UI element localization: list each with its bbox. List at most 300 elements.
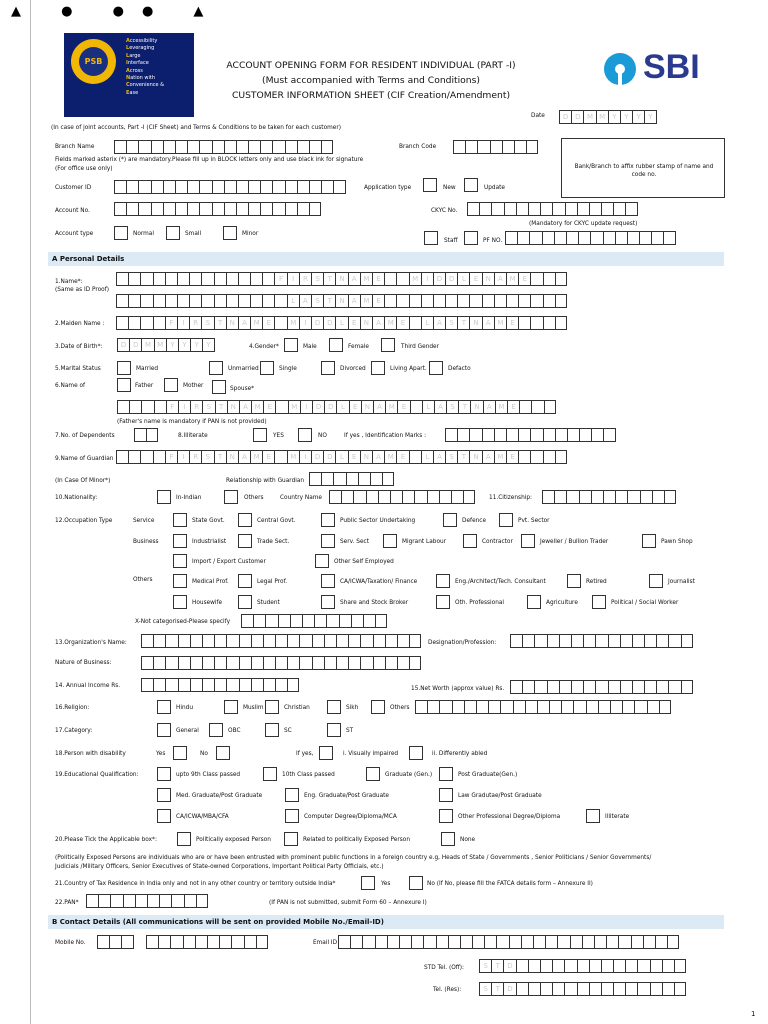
disability-no-checkbox[interactable] (216, 746, 230, 760)
nature-input[interactable] (141, 656, 421, 670)
cell (184, 894, 196, 908)
cell (135, 894, 147, 908)
edu-10th-class-passed-label: 10th Class passed (282, 772, 335, 778)
religion-sikh-checkbox[interactable] (327, 700, 341, 714)
cell (530, 294, 542, 308)
cell (324, 634, 336, 648)
tel-res-input[interactable] (479, 982, 686, 996)
female-checkbox[interactable] (329, 338, 343, 352)
edu-law-gradutae-post-graduate-label: Law Gradutae/Post Graduate (458, 793, 542, 799)
small-checkbox[interactable] (166, 226, 180, 240)
minor-label: Minor (242, 231, 259, 237)
cell (226, 678, 238, 692)
cell (396, 272, 408, 286)
psb-tagline (126, 38, 164, 97)
cell (567, 428, 579, 442)
occ-legal-prof-checkbox[interactable] (238, 574, 252, 588)
occ-housewife-label: Housewife (192, 600, 223, 606)
cell (285, 180, 297, 194)
cell: I (178, 400, 190, 414)
cell: M (384, 450, 396, 464)
cell (290, 614, 302, 628)
cell: T (491, 982, 503, 996)
cell (201, 294, 213, 308)
cell: I (300, 400, 312, 414)
pan-label: 22.PAN* (55, 900, 79, 906)
cell (627, 231, 639, 245)
cell (178, 634, 190, 648)
cell (151, 202, 163, 216)
std-off-input[interactable] (479, 959, 686, 973)
occ-ca-icwa-taxation-finance-checkbox[interactable] (321, 574, 335, 588)
email-input[interactable] (338, 935, 679, 949)
occ-ca-icwa-taxation-finance-label: CA/ICWA/Taxation/ Finance (340, 579, 418, 585)
designation-input[interactable] (510, 634, 693, 648)
cell: S (202, 400, 214, 414)
cell: S (311, 294, 323, 308)
pep-none-checkbox[interactable] (441, 832, 455, 846)
cell: N (360, 450, 372, 464)
cell: M (494, 316, 506, 330)
new-checkbox[interactable] (423, 178, 437, 192)
visual-checkbox[interactable] (319, 746, 333, 760)
cell: S (201, 450, 213, 464)
cell: T (457, 450, 469, 464)
occ-migrant-labour-label: Migrant Labour (402, 539, 447, 545)
cell (158, 935, 170, 949)
edu-law-gradutae-post-graduate-checkbox[interactable] (439, 788, 453, 802)
illiterate-yes-checkbox[interactable] (253, 428, 267, 442)
cell (134, 428, 146, 442)
cell (341, 490, 353, 504)
occ-public-sector-undertaking-checkbox[interactable] (321, 513, 335, 527)
cell (302, 614, 314, 628)
cell (256, 935, 268, 949)
cell (163, 140, 175, 154)
occ-migrant-labour-checkbox[interactable] (383, 534, 397, 548)
tax-yes-label: Yes (381, 881, 391, 887)
edu-other-professional-degree-diploma-checkbox[interactable] (439, 809, 453, 823)
category-st-checkbox[interactable] (327, 723, 341, 737)
account-no-input[interactable] (114, 202, 321, 216)
category-label: 17.Category: (55, 728, 93, 734)
cell (239, 634, 251, 648)
cell (333, 472, 345, 486)
cell (314, 614, 326, 628)
edu-10th-class-passed-checkbox[interactable] (263, 767, 277, 781)
occ-share-and-stock-broker-label: Share and Stock Broker (340, 600, 409, 606)
last-name-input[interactable] (116, 294, 567, 308)
pep-none-label: None (460, 837, 476, 843)
cell (547, 680, 559, 694)
cell (154, 400, 166, 414)
cell (502, 140, 514, 154)
cell: F (165, 316, 177, 330)
cell (397, 634, 409, 648)
branch-code-label: Branch Code (399, 144, 437, 150)
staff-checkbox[interactable] (424, 231, 438, 245)
mobile-code-input[interactable] (97, 935, 134, 949)
cell (250, 272, 262, 286)
cell (445, 294, 457, 308)
pan-input[interactable] (86, 894, 208, 908)
pep-label: 20.Please Tick the Applicable box*: (55, 837, 157, 843)
edu-ca-icwa-mba-cfa-checkbox[interactable] (157, 809, 171, 823)
occ-agriculture-label: Agriculture (546, 600, 578, 606)
cell (469, 294, 481, 308)
networth-input[interactable] (510, 680, 693, 694)
cell: N (482, 272, 494, 286)
pep-politically-exposed-person-checkbox[interactable] (177, 832, 191, 846)
guardian-name-input[interactable] (116, 450, 567, 464)
cell: A (239, 400, 251, 414)
cell: E (348, 450, 360, 464)
occ-serv-sect-checkbox[interactable] (321, 534, 335, 548)
occ-trade-sect-checkbox[interactable] (238, 534, 252, 548)
edu-med-graduate-post-graduate-label: Med. Graduate/Post Graduate (176, 793, 263, 799)
business-label: Business (133, 539, 159, 545)
branch-code-input[interactable] (453, 140, 538, 154)
edu-med-graduate-post-graduate-checkbox[interactable] (157, 788, 171, 802)
stamp-note: Bank/Branch to affix rubber stamp of name and code no. (574, 164, 714, 178)
cell (505, 231, 517, 245)
cell (275, 656, 287, 670)
tax-yes-checkbox[interactable] (361, 876, 375, 890)
cell (199, 202, 211, 216)
cell (126, 202, 138, 216)
cell (224, 180, 236, 194)
edu-upto-9th-class-passed-checkbox[interactable] (157, 767, 171, 781)
occ-import-export-customer-checkbox[interactable] (173, 554, 187, 568)
third-gender-label: Third Gender (401, 344, 439, 350)
cell (312, 634, 324, 648)
tax-no-checkbox[interactable] (409, 876, 423, 890)
cell: D (311, 450, 323, 464)
religion-muslim-checkbox[interactable] (224, 700, 238, 714)
cell (236, 140, 248, 154)
minor-checkbox[interactable] (223, 226, 237, 240)
occ-defence-label: Defence (462, 518, 487, 524)
org-input[interactable] (141, 634, 421, 648)
cell: I (421, 272, 433, 286)
male-checkbox[interactable] (284, 338, 298, 352)
cell (202, 678, 214, 692)
cell (543, 450, 555, 464)
cell (552, 959, 564, 973)
cell (336, 634, 348, 648)
normal-checkbox[interactable] (114, 226, 128, 240)
cell (632, 634, 644, 648)
cell: T (214, 316, 226, 330)
cell (129, 400, 141, 414)
cell: M (360, 294, 372, 308)
cell: S (479, 959, 491, 973)
cell (504, 202, 516, 216)
marks-input[interactable] (445, 428, 616, 442)
cell (555, 272, 567, 286)
cell (479, 202, 491, 216)
cell (326, 614, 338, 628)
cell (253, 614, 265, 628)
cell: E (348, 316, 360, 330)
cell (382, 472, 394, 486)
cell (681, 634, 693, 648)
cell (528, 959, 540, 973)
maiden-name-input[interactable] (116, 316, 567, 330)
cell: Y (166, 338, 178, 352)
pep-related-to-politically-exposed-person-checkbox[interactable] (284, 832, 298, 846)
cell (165, 656, 177, 670)
marital-defacto-checkbox[interactable] (429, 361, 443, 375)
edu-eng-graduate-post-graduate-checkbox[interactable] (285, 788, 299, 802)
marital-divorced-checkbox[interactable] (321, 361, 335, 375)
cell (378, 490, 390, 504)
cell: S (445, 450, 457, 464)
category-sc-checkbox[interactable] (265, 723, 279, 737)
cell (153, 294, 165, 308)
cell: A (433, 316, 445, 330)
edu-illiterate-checkbox[interactable] (586, 809, 600, 823)
ckyc-input[interactable] (467, 202, 638, 216)
cell (555, 450, 567, 464)
pep-politically-exposed-person-label: Politically exposed Person (196, 837, 271, 843)
cell: M (251, 400, 263, 414)
spouse-label: Spouse* (230, 386, 255, 392)
disability-yes-label: Yes (156, 751, 166, 757)
country-input[interactable] (329, 490, 475, 504)
edu-graduate-gen-checkbox[interactable] (366, 767, 380, 781)
occ-other-self-employed-checkbox[interactable] (315, 554, 329, 568)
guardian-rel-input[interactable] (309, 472, 394, 486)
cell (297, 202, 309, 216)
cell (476, 700, 488, 714)
others-nat-label: Others (244, 495, 264, 501)
cell (226, 272, 238, 286)
cell (494, 294, 506, 308)
cell (97, 935, 109, 949)
cell (153, 678, 165, 692)
disability-yes-checkbox[interactable] (173, 746, 187, 760)
father-checkbox[interactable] (117, 378, 131, 392)
cell: A (238, 450, 250, 464)
tel-res-label: Tel. (Res): (433, 987, 462, 993)
office-note: (For office use only) (55, 166, 113, 172)
cell (299, 634, 311, 648)
third-gender-checkbox[interactable] (381, 338, 395, 352)
occ-jeweller-bullion-trader-checkbox[interactable] (521, 534, 535, 548)
cell (410, 400, 422, 414)
cell (415, 700, 427, 714)
cell (241, 614, 253, 628)
name-sub-label: (Same as ID Proof) (55, 287, 110, 293)
indian-checkbox[interactable] (157, 490, 171, 504)
marital-living-apart-checkbox[interactable] (371, 361, 385, 375)
ckyc-label: CKYC No. (431, 208, 458, 214)
mother-checkbox[interactable] (164, 378, 178, 392)
cell (297, 140, 309, 154)
customer-id-input[interactable] (114, 180, 346, 194)
occ-student-checkbox[interactable] (238, 595, 252, 609)
cell (116, 450, 128, 464)
occ-medical-prof-checkbox[interactable] (173, 574, 187, 588)
cell: N (335, 294, 347, 308)
first-middle-name-input[interactable] (116, 272, 567, 286)
cell (196, 894, 208, 908)
cell (509, 935, 521, 949)
occ-central-govt-checkbox[interactable] (238, 513, 252, 527)
cell (510, 680, 522, 694)
cell (522, 634, 534, 648)
cell (165, 678, 177, 692)
cell: Y (190, 338, 202, 352)
cell (366, 490, 378, 504)
cell (530, 428, 542, 442)
edu-computer-degree-diploma-mca-checkbox[interactable] (285, 809, 299, 823)
occ-state-govt-checkbox[interactable] (173, 513, 187, 527)
cell (128, 316, 140, 330)
cell: T (215, 400, 227, 414)
pf-box[interactable] (464, 231, 478, 245)
cell: F (274, 272, 286, 286)
cell (519, 400, 531, 414)
cell (526, 140, 538, 154)
relation-label: 6.Name of (55, 383, 86, 389)
cell (321, 472, 333, 486)
cell (109, 935, 121, 949)
cell: L (287, 294, 299, 308)
dob-input[interactable] (117, 338, 215, 352)
cell (530, 272, 542, 286)
form-heading: CUSTOMER INFORMATION SHEET (CIF Creation/Amendment) (231, 90, 511, 101)
marital-single-checkbox[interactable] (260, 361, 274, 375)
citizenship-label: 11.Citizenship: (489, 495, 532, 501)
others-nat-checkbox[interactable] (224, 490, 238, 504)
diff-abled-label: ii. Differently abled (432, 751, 488, 757)
cell: T (323, 272, 335, 286)
religion-others-label: Others (390, 705, 410, 711)
cell: M (495, 400, 507, 414)
cell (598, 700, 610, 714)
spouse-checkbox[interactable] (212, 380, 226, 394)
account-type-label: Account type (55, 231, 94, 237)
occ-political-social-worker-checkbox[interactable] (592, 595, 606, 609)
occ-share-and-stock-broker-checkbox[interactable] (321, 595, 335, 609)
cell (187, 140, 199, 154)
xnot-input[interactable] (241, 614, 387, 628)
update-checkbox[interactable] (464, 178, 478, 192)
cell: E (518, 272, 530, 286)
cell (262, 272, 274, 286)
cell (445, 428, 457, 442)
cell (559, 680, 571, 694)
psb-tagline-line: Accessibility (126, 38, 158, 44)
cell: D (559, 110, 571, 124)
religion-christian-checkbox[interactable] (265, 700, 279, 714)
cell (190, 656, 202, 670)
category-general-checkbox[interactable] (157, 723, 171, 737)
cell: S (445, 316, 457, 330)
cell (452, 700, 464, 714)
diff-abled-checkbox[interactable] (409, 746, 423, 760)
religion-hindu-checkbox[interactable] (157, 700, 171, 714)
cell (338, 935, 350, 949)
cell (214, 294, 226, 308)
cell (260, 140, 272, 154)
cell (514, 140, 526, 154)
relation-name-input[interactable] (117, 400, 556, 414)
edu-post-graduate-gen-checkbox[interactable] (439, 767, 453, 781)
cell (231, 935, 243, 949)
branch-name-input[interactable] (114, 140, 333, 154)
marital-defacto-label: Defacto (448, 366, 471, 372)
dependents-input[interactable] (134, 428, 158, 442)
income-input[interactable] (141, 678, 299, 692)
occ-retired-checkbox[interactable] (567, 574, 581, 588)
occ-journalist-checkbox[interactable] (649, 574, 663, 588)
cell: A (494, 272, 506, 286)
pf-input[interactable] (505, 231, 676, 245)
religion-others-input[interactable] (415, 700, 671, 714)
cell (625, 959, 637, 973)
occ-housewife-checkbox[interactable] (173, 595, 187, 609)
date-input[interactable] (559, 110, 657, 124)
cell (110, 894, 122, 908)
occ-eng-architect-tech-consultant-label: Eng./Architect/Tech. Consultant (455, 579, 546, 585)
occ-industrialist-checkbox[interactable] (173, 534, 187, 548)
cell (402, 490, 414, 504)
cell (594, 935, 606, 949)
cell (500, 700, 512, 714)
cell (472, 935, 484, 949)
cell (384, 294, 396, 308)
illiterate-label: 8.Illiterate (178, 433, 208, 439)
occ-state-govt-label: State Govt. (192, 518, 225, 524)
cell (251, 678, 263, 692)
cell (146, 428, 158, 442)
marital-unmarried-checkbox[interactable] (209, 361, 223, 375)
cell (411, 935, 423, 949)
occ-eng-architect-tech-consultant-checkbox[interactable] (436, 574, 450, 588)
cell (397, 656, 409, 670)
occ-defence-checkbox[interactable] (443, 513, 457, 527)
cell: M (154, 338, 166, 352)
cell (151, 140, 163, 154)
cell (187, 180, 199, 194)
cell (147, 894, 159, 908)
occ-oth-professional-checkbox[interactable] (436, 595, 450, 609)
occ-pawn-shop-checkbox[interactable] (642, 534, 656, 548)
pep-related-to-politically-exposed-person-label: Related to politically Exposed Person (303, 837, 410, 843)
citizenship-input[interactable] (542, 490, 676, 504)
occ-pvt-sector-checkbox[interactable] (499, 513, 513, 527)
cell (451, 490, 463, 504)
religion-others-checkbox[interactable] (371, 700, 385, 714)
mobile-input[interactable] (146, 935, 268, 949)
cell: T (214, 450, 226, 464)
occ-agriculture-checkbox[interactable] (527, 595, 541, 609)
illiterate-no-checkbox[interactable] (298, 428, 312, 442)
sbi-logo: SBI (603, 50, 723, 92)
ifyes-label: If yes, (296, 751, 314, 757)
cell (464, 700, 476, 714)
maiden-name-label: 2.Maiden Name : (55, 321, 105, 327)
category-obc-checkbox[interactable] (209, 723, 223, 737)
cell (128, 294, 140, 308)
occ-contractor-checkbox[interactable] (463, 534, 477, 548)
cell (199, 140, 211, 154)
occ-serv-sect-label: Serv. Sect (340, 539, 370, 545)
marital-married-checkbox[interactable] (117, 361, 131, 375)
